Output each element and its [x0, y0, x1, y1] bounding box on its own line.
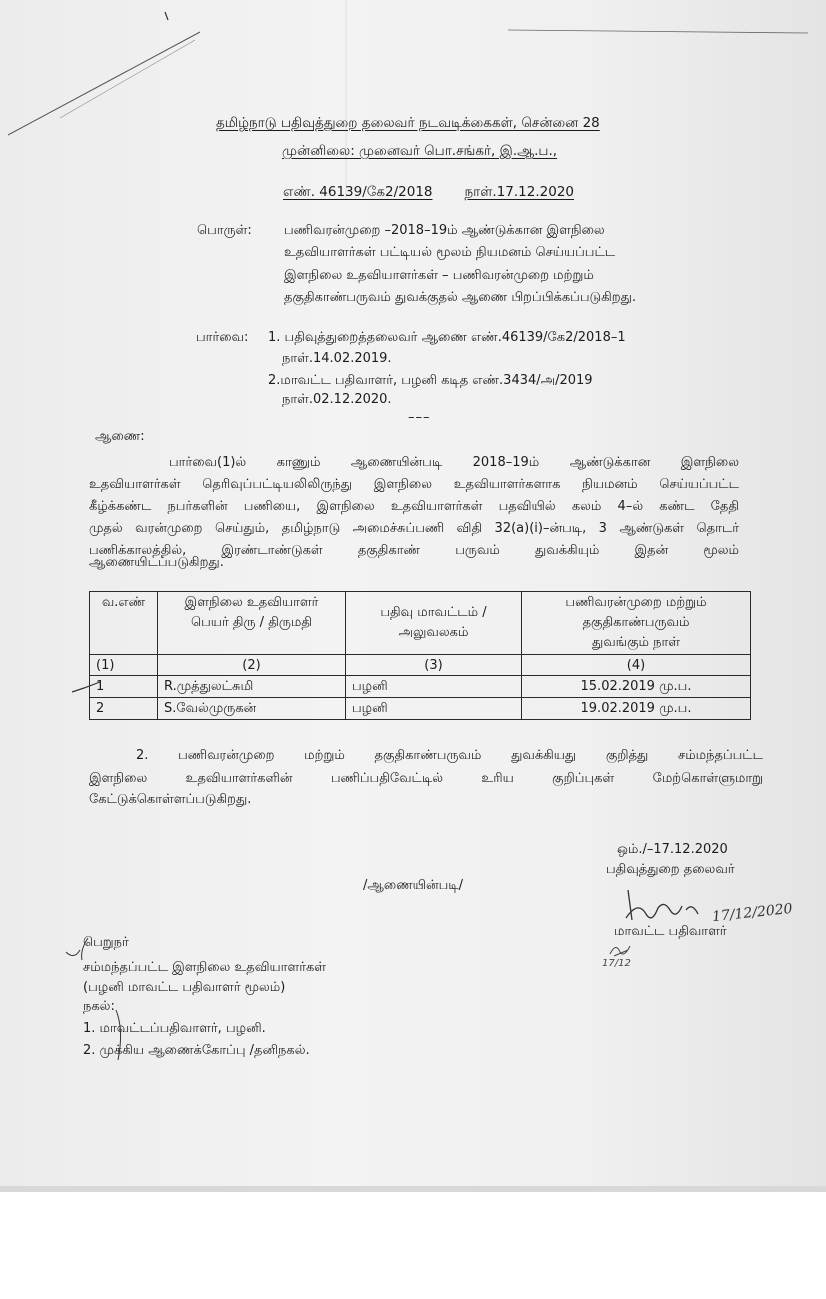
- reference-label: பார்வை:: [196, 330, 249, 345]
- header-name: இளநிலை உதவியாளர் பெயர் திரு / திருமதி: [158, 592, 346, 655]
- order-para-line-2: உதவியாளர்கள் தெரிவுப்பட்டியலிலிருந்து இளநிலை உதவியாளர்களாக நியமனம் செய்யப்பட்ட: [89, 477, 739, 492]
- presence-line: முன்னிலை: முனைவர் பொ.சங்கர், இ.ஆ.ப.,: [282, 143, 558, 159]
- subject-line-1: பணிவரன்முறை –2018–19ம் ஆண்டுக்கான இளநிலை: [284, 223, 605, 238]
- column-number-row: [90, 655, 751, 676]
- reference-line-2: நாள்.14.02.2019.: [282, 351, 392, 366]
- col-num-2: (2): [158, 655, 346, 676]
- document-title: தமிழ்நாடு பதிவுத்துறை தலைவர் நடவடிக்கைகள், சென்னை 28: [216, 115, 600, 131]
- copy-line-1: 1. மாவட்டப்பதிவாளர், பழனி.: [83, 1021, 266, 1036]
- ref-date: நாள்.17.12.2020: [464, 184, 574, 200]
- recipient-line-2: (பழனி மாவட்ட பதிவாளர் மூலம்): [83, 980, 286, 995]
- subject-line-4: தகுதிகாண்பருவம் துவக்குதல் ஆணை பிறப்பிக்கப்படுகிறது.: [284, 290, 637, 305]
- pen-marks: [60, 930, 150, 1070]
- reference-line-3: 2.மாவட்ட பதிவாளர், பழனி கடித எண்.3434/அ/2019: [268, 373, 593, 388]
- subject-line-3: இளநிலை உதவியாளர்கள் – பணிவரன்முறை மற்றும்: [284, 268, 594, 283]
- order-label: ஆணை:: [95, 429, 145, 444]
- recipient-label: பெறுநர்: [83, 935, 129, 950]
- col-num-4: (4): [522, 655, 751, 676]
- page-bottom-edge: [0, 1186, 826, 1192]
- attest-title: மாவட்ட பதிவாளர்: [614, 924, 727, 939]
- table-header-row: [90, 592, 751, 655]
- table-row: [90, 698, 751, 720]
- handwritten-date: 17/12/2020: [711, 900, 794, 926]
- row-sno: 1: [90, 676, 158, 698]
- reference-number: [283, 184, 574, 202]
- col-num-1: (1): [90, 655, 158, 676]
- appointment-table: [89, 591, 751, 720]
- row-office: பழனி: [346, 698, 522, 720]
- header-sno: வ.எண்: [90, 592, 158, 655]
- header-date: பணிவரன்முறை மற்றும் தகுதிகாண்பருவம் துவங்கும் நாள்: [522, 592, 751, 655]
- recipient-line-1: சம்மந்தப்பட்ட இளநிலை உதவியாளர்கள்: [83, 960, 327, 975]
- signed-date: ஒம்./–17.12.2020: [617, 842, 728, 857]
- para2-line-2: இளநிலை உதவியாளர்களின் பணிப்பதிவேட்டில் உரிய குறிப்புகள் மேற்கொள்ளுமாறு: [89, 771, 763, 786]
- initial-mark: [606, 940, 636, 960]
- row-name: S.வேல்முருகன்: [158, 698, 346, 720]
- para2-line-1: 2. பணிவரன்முறை மற்றும் தகுதிகாண்பருவம் துவக்கியது குறித்து சம்மந்தப்பட்ட: [136, 748, 763, 763]
- order-para-line-4: முதல் வரன்முறை செய்தும், தமிழ்நாடு அமைச்சுப்பணி விதி 32(a)(i)–ன்படி, 3 ஆண்டுகள் தொடர்: [89, 521, 739, 536]
- ref-no: எண். 46139/கே2/2018: [283, 184, 433, 200]
- reference-line-4: நாள்.02.12.2020.: [282, 392, 392, 407]
- subject-label: பொருள்:: [197, 223, 252, 238]
- separator: –––: [408, 410, 431, 425]
- row-name: R.முத்துலட்சுமி: [158, 676, 346, 698]
- order-para-line-3: கீழ்க்கண்ட நபர்களின் பணியை, இளநிலை உதவியாளர்கள் பதவியில் கலம் 4–ல் கண்ட தேதி: [89, 499, 739, 514]
- order-para-line-5: பணிக்காலத்தில், இரண்டாண்டுகள் தகுதிகாண் பருவம் துவக்கியும் இதன் மூலம்: [89, 543, 739, 558]
- by-order: /ஆணையின்படி/: [363, 878, 464, 893]
- row-office: பழனி: [346, 676, 522, 698]
- tick-mark: [70, 680, 110, 700]
- copy-line-2: 2. முக்கிய ஆணைக்கோப்பு /தனிநகல்.: [83, 1043, 310, 1058]
- header-office: பதிவு மாவட்டம் / அலுவலகம்: [346, 592, 522, 655]
- col-num-3: (3): [346, 655, 522, 676]
- designation: பதிவுத்துறை தலைவர்: [606, 862, 735, 877]
- order-para-line-6: ஆணையிடப்படுகிறது.: [89, 555, 224, 570]
- row-date: 15.02.2019 மு.ப.: [522, 676, 751, 698]
- row-sno: 2: [90, 698, 158, 720]
- scan-marks: [0, 0, 826, 200]
- order-para-line-1: பார்வை(1)ல் காணும் ஆணையின்படி 2018–19ம் ஆண்டுக்கான இளநிலை: [169, 455, 739, 470]
- table-row: [90, 676, 751, 698]
- initial-date: 17/12: [602, 958, 631, 969]
- para2-line-3: கேட்டுக்கொள்ளப்படுகிறது.: [89, 792, 252, 807]
- subject-line-2: உதவியாளர்கள் பட்டியல் மூலம் நியமனம் செய்யப்பட்ட: [284, 245, 616, 260]
- copy-label: நகல்:: [83, 999, 115, 1014]
- row-date: 19.02.2019 மு.ப.: [522, 698, 751, 720]
- reference-line-1: 1. பதிவுத்துறைத்தலைவர் ஆணை எண்.46139/கே2/2018–1: [268, 330, 626, 345]
